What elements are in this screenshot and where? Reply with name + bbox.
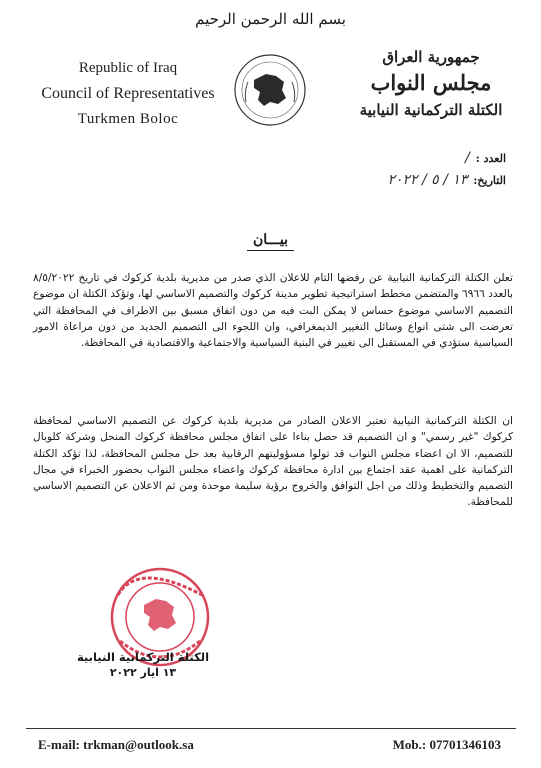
email-value[interactable]: trkman@outlook.sa	[83, 737, 194, 752]
english-council: Council of Representatives	[41, 85, 215, 102]
footer-mobile	[393, 737, 501, 753]
english-bloc: Turkmen Boloc	[77, 111, 179, 127]
parliament-logo-icon	[232, 52, 308, 128]
signature-date: ١٣ ايار ٢٠٢٢	[109, 666, 177, 679]
arabic-header	[346, 48, 516, 119]
english-header	[38, 60, 218, 128]
statement-paragraph-1: تعلن الكتلة التركمانية النيابية عن رفضها التام للاعلان الذي صدر من مديرية بلدية كركوك في تاريخ ٨/٥/٢٠٢٢ بالعدد ٦٩٦٦ والمتضمن مخطط استراتيجية تطوير مدينة كركوك والتصميم الاساسي لها، وتؤكد الكتلة ان موضوع التصميم الاساسي موضوع حساس لا يمكن البت فيه من دون اتفاق مسبق بين الاطراف في المحافظة التي تعرضت الى شتى انواع وسائل التغيير الديمغرافي، وان اللجوء الى التصميم الجديد من دون مراعاة الامور السياسية ستؤدي في المستقبل الى تغيير في البنية السياسية والاجتماعية والاقتصادية في المحافظة.	[33, 272, 513, 350]
footer-email	[38, 737, 194, 753]
mobile-label: Mob.:	[392, 737, 427, 752]
date-label: التاريخ:	[473, 174, 506, 187]
letter-meta	[336, 150, 506, 194]
mobile-value: 07701346103	[429, 737, 501, 752]
signature-name: الكتلة التركمانية النيابية	[76, 650, 210, 664]
date-row	[336, 172, 506, 194]
email-label: E-mail:	[38, 737, 80, 752]
footer-divider	[26, 728, 516, 729]
statement-title: بيـــان	[0, 232, 541, 248]
english-republic: Republic of Iraq	[78, 60, 178, 76]
signature-block	[68, 650, 218, 679]
number-label: العدد :	[475, 152, 506, 165]
statement-paragraph-2: ان الكتلة التركمانية النيابية تعتبر الاعلان الصادر من مديرية بلدية كركوك عن التصميم الاساسي لمحافظة كركوك "غير رسمي" و ان التصميم قد حصل بناءا على اتفاق مجلس محافظة كركوك المنحل وشركة كلوبال للتصميم، الا ان اعضاء مجلس النواب قد تولوا مسؤوليتهم الرقابية بعد حل مجلس المحافظة، لذا تؤكد الكتلة التركمانية على اهمية عقد اجتماع بين ادارة محافظة كركوك واعضاء مجلس النواب بحضور الخبراء في مجال التصميم والتخطيط وذلك من اجل التوافق والخروج برؤية سليمة موحدة ومن ثم الاعلان عن التصميم الاساسي للمحافظة.	[33, 415, 513, 509]
basmala: بسم الله الرحمن الرحيم	[195, 10, 346, 28]
arabic-republic: جمهورية العراق	[382, 48, 480, 66]
date-value: ١٣ / ٥ / ٢٠٢٢	[387, 172, 468, 188]
arabic-council: مجلس النواب	[370, 70, 492, 95]
number-row	[336, 150, 506, 172]
number-value: /	[465, 150, 470, 166]
arabic-bloc: الكتلة التركمانية النيابية	[359, 101, 503, 119]
